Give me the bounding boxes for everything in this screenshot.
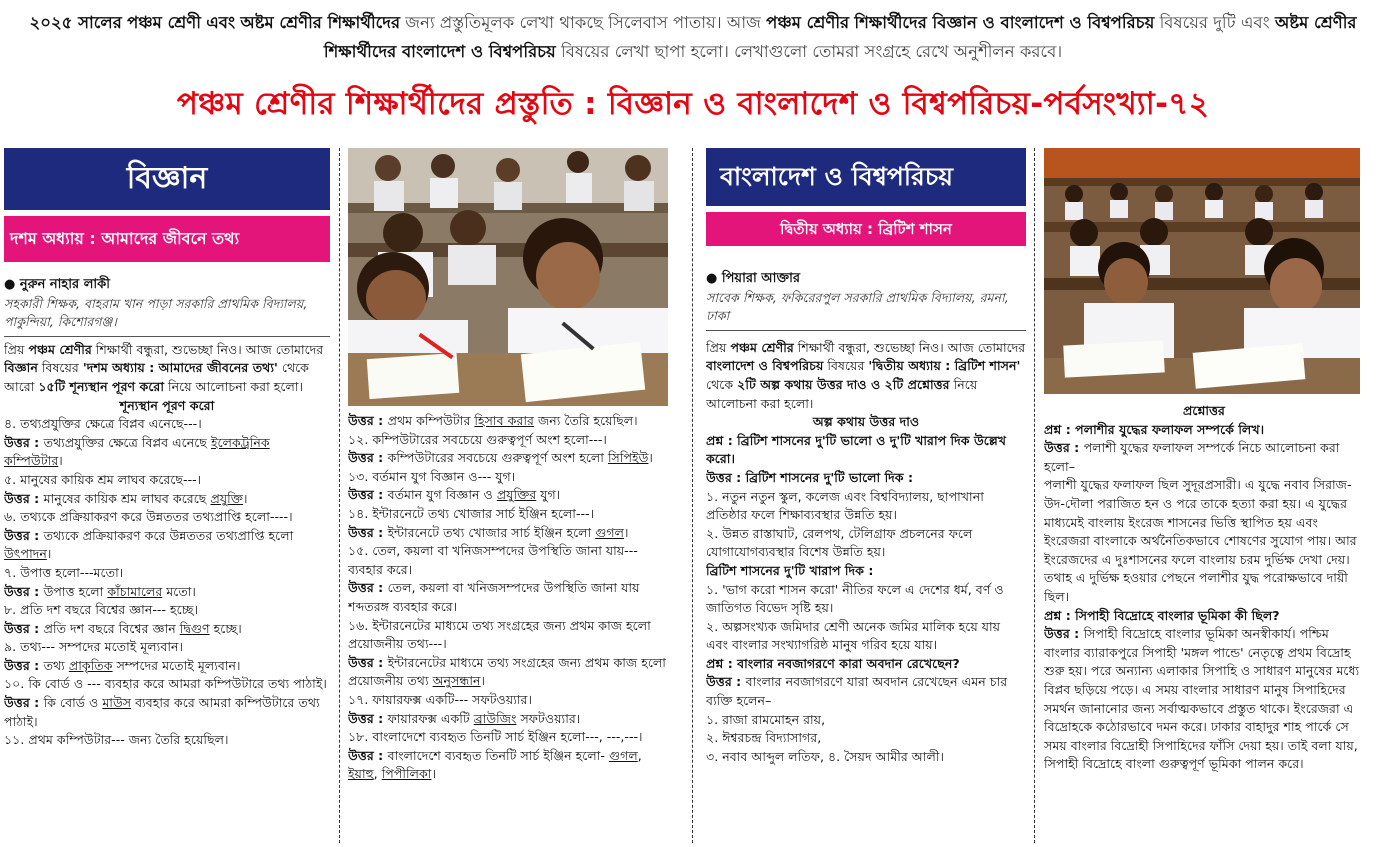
- question: ৮. প্রতি দশ বছরে বিশ্বের জ্ঞান--- হচ্ছে।: [4, 602, 199, 618]
- answer: উত্তর : তেল, কয়লা বা খনিজসম্পদের উপস্থিতি জানা যায় শব্দতরঙ্গ ব্যবহার করে।: [348, 580, 640, 614]
- answer-key: উৎপাদন: [4, 546, 47, 562]
- text: হচ্ছে।: [213, 620, 242, 636]
- intro-two-subjects: বিষয়ের দুটি এবং: [1159, 13, 1270, 32]
- science-author-name: ● নুরুন নাহার লাকী: [4, 277, 110, 292]
- answer-key: অনুসন্ধান: [432, 673, 481, 689]
- text: বাংলার নবজাগরণে যারা অবদান রেখেছেন এমন চার ব্যক্তি হলেন–: [706, 674, 1008, 709]
- text: প্রতি দশ বছরে বিশ্বের জ্ঞান: [43, 620, 176, 636]
- qa-caption: প্রশ্নোত্তর: [1183, 403, 1225, 418]
- science-chapter-header: দশম অধ্যায় : আমাদের জীবনে তথ্য: [4, 216, 330, 262]
- answer-key: হিসাব করার: [474, 413, 534, 428]
- question: ১৪. ইন্টারনেটে তথ্য খোজার সার্চ ইঞ্জিন হলো---।: [348, 505, 595, 521]
- answer-key: ইয়াহু: [348, 766, 374, 782]
- answer-label: উত্তর: [348, 413, 374, 428]
- text: ইন্টারনেটে তথ্য খোজার সার্চ ইঞ্জিন হলো: [387, 524, 592, 540]
- bgs-author-desc: সাবেক শিক্ষক, ফকিরেরপুল সরকারি প্রাথমিক বিদ্যালয়, রমনা, ঢাকা: [706, 289, 1009, 324]
- text-bold: পঞ্চম শ্রেণীর: [730, 339, 794, 355]
- text: ইন্টারনেটের মাধ্যমে তথ্য সংগ্রহের জন্য প্রথম কাজ হলো প্রয়োজনীয় তথ্য: [348, 654, 666, 689]
- question: প্রশ্ন : সিপাহী বিদ্রোহে বাংলার ভূমিকা কী ছিল?: [1044, 607, 1280, 623]
- science-intro: [4, 341, 330, 397]
- question: ১৩. বর্তমান যুগ বিজ্ঞান ও--- যুগ।: [348, 468, 516, 484]
- text: প্রথম কম্পিউটার: [387, 413, 471, 428]
- text: মতো।: [166, 583, 196, 599]
- intro-class5-today: পঞ্চম শ্রেণীর: [766, 13, 850, 32]
- question: ১৮. বাংলাদেশে ব্যবহৃত তিনটি সার্চ ইঞ্জিন হলো---, ---,---।: [348, 729, 643, 745]
- bgs-author-name: ● পিয়ারা আক্তার: [706, 271, 800, 286]
- bgs-chapter-header: দ্বিতীয় অধ্যায় : ব্রিটিশ শাসন: [706, 212, 1026, 246]
- science-subject-header: বিজ্ঞান: [4, 148, 330, 210]
- answer: উত্তর : তথ্যকে প্রক্রিয়াকরণ করে উন্নততর তথ্যপ্রাপ্তি হলো উৎপাদন।: [4, 527, 294, 562]
- answer-key: প্রাকৃতিক: [68, 657, 113, 673]
- text-bold: 'দ্বিতীয় অধ্যায় : ব্রিটিশ শাসন': [868, 358, 1021, 374]
- classroom-photo-illustration: [348, 148, 668, 406]
- text: সিপাহী বিদ্রোহে বাংলার ভূমিকা কী ছিল?: [1075, 607, 1280, 623]
- answer: উত্তর : তথ্যপ্রযুক্তির ক্ষেত্রে বিপ্লব এনেছে ইলেকট্রনিক কম্পিউটার।: [4, 434, 270, 469]
- text-bold: পঞ্চম শ্রেণীর: [28, 341, 92, 357]
- answer-label: উত্তর: [348, 580, 374, 596]
- text: বর্তমান যুগ বিজ্ঞান ও: [387, 487, 493, 503]
- answer-key: প্রযুক্তির: [496, 487, 537, 503]
- question-label: প্রশ্ন: [1044, 421, 1062, 437]
- science-column: [4, 148, 330, 843]
- answer-point: ২. অল্পসংখ্যক জমিদার শ্রেণী অনেক জমির মালিক হয়ে যায় এবং বাংলার সংখ্যাগরিষ্ঠ মানুষ গরিব হয়ে যায়।: [706, 618, 1001, 653]
- intro-subjects: শিক্ষার্থীদের বিজ্ঞান ও বাংলাদেশ ও বিশ্বপরিচয়: [854, 13, 1155, 32]
- text: ব্যবহার করে আমরা কম্পিউটারে তথ্য পাঠাই।: [4, 695, 320, 729]
- divider: [706, 330, 1026, 331]
- answer-point: ১. রাজা রামমোহন রায়,: [706, 711, 826, 727]
- answer: উত্তর : বাংলার নবজাগরণে যারা অবদান রেখেছেন এমন চার ব্যক্তি হলেন–: [706, 674, 1008, 709]
- text: পলাশীর যুদ্ধের ফলাফল সম্পর্কে লিখ।: [1075, 421, 1265, 437]
- question: ১৫. তেল, কয়লা বা খনিজসম্পদের উপস্থিতি জানা যায়--- ব্যবহার করে।: [348, 543, 638, 577]
- text: বাংলার নবজাগরণে কারা অবদান রেখেছেন?: [737, 655, 960, 671]
- answer-label: উত্তর: [1044, 440, 1070, 456]
- answer: উত্তর : ফায়ারফক্স একটি ব্রাউজিং সফটওয়্যার।: [348, 710, 581, 726]
- answer-label: উত্তর: [348, 524, 374, 540]
- text: তেল, কয়লা বা খনিজসম্পদের উপস্থিতি জানা যায় শব্দতরঙ্গ ব্যবহার করে।: [348, 580, 640, 614]
- intro-syllabus: জন্য প্রস্তুতিমূলক লেখা থাকছে সিলেবাস পাতায়। আজ: [405, 13, 761, 32]
- question: ৭. উপাত্ত হলো---মতো।: [4, 564, 124, 580]
- question-label: প্রশ্ন: [1044, 607, 1062, 623]
- answer-heading: উত্তর : ব্রিটিশ শাসনের দু'টি ভালো দিক :: [706, 469, 914, 485]
- answer-label: উত্তর: [706, 469, 732, 485]
- text: মানুষের কায়িক শ্রম লাঘব করেছে: [43, 490, 207, 506]
- answer: উত্তর : কি বোর্ড ও মাউস ব্যবহার করে আমরা কম্পিউটারে তথ্য পাঠাই।: [4, 695, 320, 729]
- question: ১৭. ফায়ারফক্স একটি--- সফটওয়্যার।: [348, 691, 532, 707]
- answer-key: প্রযুক্তি: [210, 490, 243, 506]
- question-label: প্রশ্ন: [706, 432, 724, 448]
- question: ১২. কম্পিউটারের সবচেয়ে গুরুত্বপূর্ণ অংশ হলো---।: [348, 431, 607, 447]
- answer-label: উত্তর: [348, 450, 374, 466]
- text: সম্পদের মতোই মূল্যবান।: [116, 657, 241, 673]
- text-bold: বিজ্ঞান: [4, 360, 38, 376]
- answer: উত্তর : মানুষের কায়িক শ্রম লাঘব করেছে প্রযুক্তি।: [4, 490, 248, 506]
- text: ব্রিটিশ শাসনের দু'টি ভালো দিক :: [745, 469, 914, 485]
- text: উপাত্ত হলো: [43, 583, 104, 599]
- answer-label: উত্তর: [348, 710, 374, 726]
- text: তথ্যপ্রযুক্তির ক্ষেত্রে বিপ্লব এনেছে: [43, 434, 207, 450]
- answer-key: ইলেকট্রনিক কম্পিউটার: [4, 434, 270, 469]
- answer-point: ২. উন্নত রাস্তাঘাট, রেলপথ, টেলিগ্রাফ প্রচলনের ফলে যোগাযোগব্যবস্থার বিশেষ উন্নতি হয়।: [706, 525, 973, 560]
- students-writing-photo: [348, 148, 668, 406]
- intro-class8: অষ্টম শ্রেণীর শিক্ষার্থীদের: [240, 13, 401, 32]
- intro-printed: বিষয়ের লেখা ছাপা হলো। লেখাগুলো তোমরা সংগ্রহে রেখে অনুশীলন করবে।: [561, 42, 1063, 61]
- question: ১১. প্রথম কম্পিউটার--- জন্য তৈরি হয়েছিল।: [4, 732, 229, 748]
- text: জন্য তৈরি হয়েছিল।: [537, 413, 638, 428]
- answer-label: উত্তর: [348, 654, 374, 670]
- answer-point: ১. 'ভাগ করো শাসন করো' নীতির ফলে এ দেশের ধর্ম, বর্ণ ও জাতিগত বিভেদ সৃষ্টি হয়।: [706, 581, 1004, 616]
- text: তথ্যকে প্রক্রিয়াকরণ করে উন্নততর তথ্যপ্রাপ্তি হলো: [43, 527, 294, 543]
- text: বিষয়ের: [41, 360, 79, 376]
- answer-label: উত্তর: [4, 490, 30, 506]
- answer-key: পিপীলিকা: [381, 766, 432, 782]
- answer-key: মাউস: [102, 695, 132, 711]
- intro-text: [10, 8, 1376, 66]
- column-divider: [692, 148, 693, 843]
- answer-label: উত্তর: [706, 674, 732, 690]
- bgs-intro: [706, 339, 1026, 413]
- text-bold: ২টি অল্প কথায় উত্তর দাও ও ২টি প্রশ্নোত্তর: [737, 376, 950, 392]
- intro-and: এবং: [206, 13, 236, 32]
- text-bold: ১৫টি শূন্যস্থান পূরণ করো: [38, 378, 164, 394]
- intro-year: ২০২৫ সালের: [29, 13, 122, 32]
- exam-hall-photo-illustration: [1044, 148, 1360, 394]
- science-continued-column: [348, 148, 674, 843]
- answer-key: ব্রাউজিং: [473, 710, 517, 726]
- answer-key: গুগল: [608, 747, 638, 763]
- answer: উত্তর : বর্তমান যুগ বিজ্ঞান ও প্রযুক্তির যুগ।: [348, 487, 561, 503]
- answer-point: ২. ঈশ্বরচন্দ্র বিদ্যাসাগর,: [706, 730, 822, 746]
- answer-label: উত্তর: [4, 434, 30, 450]
- question: ৬. তথ্যকে প্রক্রিয়াকরণ করে উন্নততর তথ্যপ্রাপ্তি হলো----।: [4, 509, 293, 525]
- text: প্রিয়: [706, 339, 727, 355]
- page-headline: পঞ্চম শ্রেণীর শিক্ষার্থীদের প্রস্তুতি : বিজ্ঞান ও বাংলাদেশ ও বিশ্বপরিচয়-পর্বসংখ্যা-৭২: [176, 86, 1210, 122]
- answer-label: উত্তর: [4, 527, 30, 543]
- answer: উত্তর : সিপাহী বিদ্রোহে বাংলার ভূমিকা অনস্বীকার্য। পশ্চিম বাংলার ব্যারাকপুরে সিপাহী 'মঙ্গল পান্ডে' নেতৃত্বে প্রথম বিদ্রোহ শুরু হয়। পরে অন্যান্য এলাকার সিপাহি ও সাধারণ মানুষের মধ্যে বিপ্লব ছড়িয়ে পড়ে। এ সময় বাংলার সাধারণ মানুষ সিপাহিদের সমর্থন জানানোর জন্য সর্বাত্মকভাবে প্রস্তুত থাকে। ইংরেজরা এ বিদ্রোহকে কঠোরভাবে দমন করে। ঢাকার বাহাদুর শাহ পার্কে সে সময় বাংলার বিদ্রোহী সিপাহিদের ফাঁসি দেয়া হয়। তাই বলা যায়, সিপাহী বিদ্রোহে বাংলা গুরুত্বপূর্ণ ভূমিকা পালন করে।: [1044, 626, 1360, 772]
- question: ৫. মানুষের কায়িক শ্রম লাঘব করেছে---।: [4, 471, 202, 487]
- bgs-column: [706, 148, 1026, 843]
- text: ব্রিটিশ শাসনের দু'টি ভালো ও দু'টি খারাপ দিক উল্লেখ করো।: [706, 432, 1007, 467]
- answer: উত্তর : বাংলাদেশে ব্যবহৃত তিনটি সার্চ ইঞ্জিন হলো- গুগল, ইয়াহু, পিপীলিকা।: [348, 747, 642, 782]
- question: প্রশ্ন : ব্রিটিশ শাসনের দু'টি ভালো ও দু'টি খারাপ দিক উল্লেখ করো।: [706, 432, 1007, 467]
- answer-label: উত্তর: [4, 695, 30, 711]
- exam-hall-photo: [1044, 148, 1360, 394]
- answer-key: দ্বিগুণ: [179, 620, 210, 636]
- bgs-subject-header: বাংলাদেশ ও বিশ্বপরিচয়: [706, 148, 1026, 206]
- science-author-desc: সহকারী শিক্ষক, বাহরাম খান পাড়া সরকারি প্রাথমিক বিদ্যালয়, পাকুন্দিয়া, কিশোরগঞ্জ।: [4, 295, 308, 330]
- text: শিক্ষার্থী বন্ধুরা, শুভেচ্ছা নিও। আজ তোমাদের: [95, 341, 324, 357]
- answer: উত্তর : পলাশী যুদ্ধের ফলাফল সম্পর্কে নিচে আলোচনা করা হলো–: [1044, 440, 1340, 474]
- answer: উত্তর : ইন্টারনেটে তথ্য খোজার সার্চ ইঞ্জিন হলো গুগল।: [348, 524, 629, 540]
- text: কম্পিউটারের সবচেয়ে গুরুত্বপূর্ণ অংশ হলো: [387, 450, 604, 466]
- answer: উত্তর : তথ্য প্রাকৃতিক সম্পদের মতোই মূল্যবান।: [4, 657, 241, 673]
- answer-label: উত্তর: [348, 487, 374, 503]
- intro-class5: পঞ্চম শ্রেণী: [127, 13, 201, 32]
- text: কি বোর্ড ও: [43, 695, 99, 711]
- text: সফটওয়্যার।: [520, 710, 581, 726]
- question: ১৬. ইন্টারনেটের মাধ্যমে তথ্য সংগ্রহের জন্য প্রথম কাজ হলো প্রয়োজনীয় তথ্য---।: [348, 617, 651, 652]
- bgs-continued-column: [1044, 148, 1364, 843]
- question-label: প্রশ্ন: [706, 655, 724, 671]
- intro-class8-subject: অষ্টম শ্রেণীর শিক্ষার্থীদের বাংলাদেশ ও বিশ্বপরিচয়: [323, 13, 1357, 61]
- text: বাংলাদেশে ব্যবহৃত তিনটি সার্চ ইঞ্জিন হলো-: [387, 747, 605, 763]
- answer-label: উত্তর: [348, 747, 374, 763]
- column-divider: [339, 148, 340, 843]
- divider: [4, 336, 330, 337]
- answer-label: উত্তর: [1044, 626, 1070, 642]
- text: থেকে আরো: [4, 360, 309, 394]
- answer-point: ৩. নবাব আব্দুল লতিফ, ৪. সৈয়দ আমীর আলী।: [706, 748, 944, 764]
- text-bold: 'দশম অধ্যায় : আমাদের জীবনের তথ্য': [82, 360, 278, 376]
- answer: উত্তর : প্রথম কম্পিউটার হিসাব করার জন্য তৈরি হয়েছিল।: [348, 413, 638, 428]
- answer-heading: ব্রিটিশ শাসনের দু'টি খারাপ দিক :: [706, 562, 874, 578]
- answer-body: পলাশী যুদ্ধের ফলাফল ছিল সুদূরপ্রসারী। এ যুদ্ধে নবাব সিরাজ-উদ-দৌলা পরাজিত হন ও পরে তাকে হত্যা করা হয়। এ যুদ্ধের মাধ্যমেই বাংলায় ইংরেজ শাসনের ভিত্তি স্থাপিত হয় এবং ইংরেজরা বাংলাকে অর্থনৈতিকভাবে শোষণের সুযোগ পায়। আর ইংরেজদের এ দুঃশাসনের ফলে বাংলায় চরম দুর্ভিক্ষ দেখা দেয়। তথাহ এ দুর্ভিক্ষ হওয়ার পেছনে পলাশীর যুদ্ধ পরোক্ষভাবে দায়ী ছিল।: [1044, 477, 1357, 604]
- answer: উত্তর : উপাত্ত হলো কাঁচামালের মতো।: [4, 583, 196, 599]
- answer-key: কাঁচামালের: [107, 583, 163, 599]
- answer-point: ১. নতুন নতুন স্কুল, কলেজ এবং বিশ্ববিদ্যালয়, ছাপাখানা প্রতিষ্ঠার ফলে শিক্ষাব্যবস্থার উন্নতি হয়।: [706, 488, 984, 523]
- question: ৯. তথ্য--- সম্পদের মতোই মূল্যবান।: [4, 639, 184, 655]
- question: প্রশ্ন : পলাশীর যুদ্ধের ফলাফল সম্পর্কে লিখ।: [1044, 421, 1265, 437]
- answer-key: সিপিইউ: [607, 450, 649, 466]
- question: ১০. কি বোর্ড ও --- ব্যবহার করে আমরা কম্পিউটারে তথ্য পাঠাই।: [4, 676, 327, 692]
- text: নিয়ে আলোচনা করা হলো।: [706, 376, 978, 411]
- text: থেকে: [706, 376, 734, 392]
- column-divider: [1034, 148, 1035, 843]
- text: তথ্য: [43, 657, 65, 673]
- answer-label: উত্তর: [4, 583, 30, 599]
- text-bold: বাংলাদেশ ও বিশ্বপরিচয়: [706, 358, 824, 374]
- bgs-section-title: অল্প কথায় উত্তর দাও: [812, 414, 920, 430]
- answer: উত্তর : ইন্টারনেটের মাধ্যমে তথ্য সংগ্রহের জন্য প্রথম কাজ হলো প্রয়োজনীয় তথ্য অনুসন্ধান।: [348, 654, 666, 689]
- text: প্রিয়: [4, 341, 25, 357]
- question: প্রশ্ন : বাংলার নবজাগরণে কারা অবদান রেখেছেন?: [706, 655, 960, 671]
- text: সিপাহী বিদ্রোহে বাংলার ভূমিকা অনস্বীকার্য। পশ্চিম বাংলার ব্যারাকপুরে সিপাহী 'মঙ্গল পান্ডে' নেতৃত্বে প্রথম বিদ্রোহ শুরু হয়। পরে অন্যান্য এলাকার সিপাহি ও সাধারণ মানুষের মধ্যে বিপ্লব ছড়িয়ে পড়ে। এ সময় বাংলার সাধারণ মানুষ সিপাহিদের সমর্থন জানানোর জন্য সর্বাত্মকভাবে প্রস্তুত থাকে। ইংরেজরা এ বিদ্রোহকে কঠোরভাবে দমন করে। ঢাকার বাহাদুর শাহ পার্কে সে সময় বাংলার বিদ্রোহী সিপাহিদের ফাঁসি দেয়া হয়। তাই বলা যায়, সিপাহী বিদ্রোহে বাংলা গুরুত্বপূর্ণ ভূমিকা পালন করে।: [1044, 626, 1360, 772]
- answer-label: উত্তর: [4, 657, 30, 673]
- answer-key: গুগল: [595, 524, 624, 540]
- answer-label: উত্তর: [4, 620, 30, 636]
- text: বিষয়ের: [827, 358, 865, 374]
- text: নিয়ে আলোচনা করা হলো।: [168, 378, 303, 394]
- text: পলাশী যুদ্ধের ফলাফল সম্পর্কে নিচে আলোচনা করা হলো–: [1044, 440, 1340, 474]
- question: ৪. তথ্যপ্রযুক্তির ক্ষেত্রে বিপ্লব এনেছে---।: [4, 416, 202, 432]
- text: ফায়ারফক্স একটি: [387, 710, 470, 726]
- answer: উত্তর : প্রতি দশ বছরে বিশ্বের জ্ঞান দ্বিগুণ হচ্ছে।: [4, 620, 242, 636]
- text: শিক্ষার্থী বন্ধুরা, শুভেচ্ছা নিও। আজ তোমাদের: [797, 339, 1026, 355]
- answer: উত্তর : কম্পিউটারের সবচেয়ে গুরুত্বপূর্ণ অংশ হলো সিপিইউ।: [348, 450, 653, 466]
- science-section-title: শূন্যস্থান পূরণ করো: [119, 397, 215, 413]
- text: যুগ।: [540, 487, 561, 503]
